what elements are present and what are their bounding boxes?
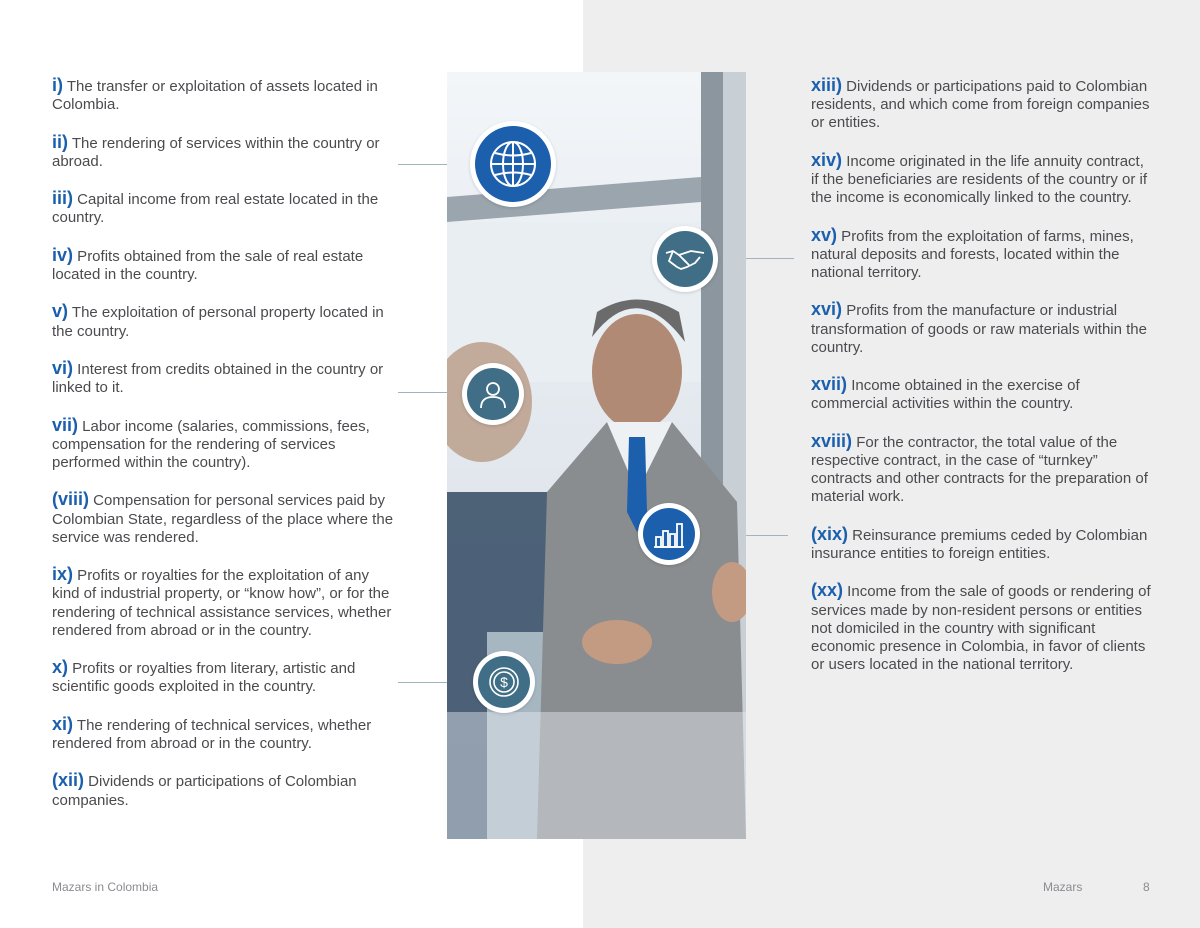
item-number: (viii) [52,489,90,510]
list-item [52,189,394,227]
footer-brand: Mazars [1043,880,1083,894]
item-number: xviii) [811,430,853,451]
list-item [811,300,1153,357]
item-text: The rendering of services within the country or abroad. [52,134,380,170]
item-text: Dividends or participations paid to Colombian residents, and which come from foreign companies or entities. [811,78,1150,132]
item-text: Labor income (salaries, commissions, fees, compensation for the rendering of services performed within the country). [52,417,370,471]
list-item [52,133,394,171]
list-item [811,151,1153,208]
left-column [52,76,394,828]
globe-icon-badge [470,121,556,207]
item-text: Capital income from real estate located in the country. [52,191,379,227]
item-text: Dividends or participations of Colombian companies. [52,773,357,809]
item-text: The transfer or exploitation of assets located in Colombia. [52,78,378,114]
person-icon-badge [462,363,524,425]
person-icon [477,378,509,410]
item-text: Profits obtained from the sale of real estate located in the country. [52,247,364,283]
globe-icon [487,138,539,190]
bar-chart-icon [653,519,685,549]
item-text: Profits or royalties from literary, artistic and scientific goods exploited in the country. [52,660,356,696]
list-item [52,359,394,397]
item-number: vi) [52,357,74,378]
item-text: Income from the sale of goods or rendering of services made by non-resident persons or entities not domiciled in the country with significant economic presence in Colombia, in favor of clients or users located in the national territory. [811,583,1151,674]
svg-text:$: $ [500,674,508,690]
dollar-coin-icon [487,665,521,699]
item-number: i) [52,75,63,95]
item-number: xv) [811,224,838,245]
item-text: Interest from credits obtained in the country or linked to it. [52,360,384,397]
list-item [52,76,394,114]
item-number: iii) [52,188,73,209]
item-number: xvi) [811,299,843,320]
list-item [52,658,394,696]
item-number: iv) [52,244,74,265]
right-column [811,76,1153,693]
item-text: Profits from the exploitation of farms, mines, natural deposits and forests, located within the national territory. [811,227,1134,281]
item-number: xiii) [811,75,843,95]
footer-left-text: Mazars in Colombia [52,880,159,894]
list-item [811,226,1153,283]
list-item [811,76,1153,133]
item-text: Income obtained in the exercise of commercial activities within the country. [811,377,1080,413]
item-text: The exploitation of personal property located in the country. [52,304,384,340]
handshake-icon-badge [652,226,718,292]
list-item [52,246,394,284]
list-item [52,416,394,473]
item-text: Compensation for personal services paid by Colombian State, regardless of the place where the service was rendered. [52,492,394,546]
list-item [52,771,394,809]
list-item [52,715,394,753]
item-number: xi) [52,713,74,734]
item-text: Profits from the manufacture or industrial transformation of goods or raw materials within the country. [811,302,1147,356]
list-item [52,490,394,547]
item-text: Profits or royalties for the exploitation of any kind of industrial property, or “know how”, or for the rendering of technical assistance services, whether rendered from abroad or in the country. [52,567,392,639]
bar-chart-icon-badge [638,503,700,565]
dollar-coin-icon-badge [473,651,535,713]
list-item [811,432,1153,507]
item-text: Reinsurance premiums ceded by Colombian insurance entities to foreign entities. [811,526,1148,562]
item-number: v) [52,301,69,322]
item-number: (xx) [811,580,844,601]
item-number: vii) [52,414,79,435]
item-text: The rendering of technical services, whether rendered from abroad or in the country. [52,716,372,752]
item-number: (xix) [811,523,849,544]
item-number: x) [52,657,69,678]
list-item [52,565,394,640]
item-number: xvii) [811,374,848,395]
item-number: xiv) [811,149,843,170]
list-item [811,581,1153,674]
item-text: Income originated in the life annuity contract, if the beneficiaries are residents of the country or if the income is economically linked to the country. [811,152,1148,207]
item-number: ii) [52,131,68,152]
list-item [811,375,1153,413]
item-number: ix) [52,564,74,585]
list-item [811,525,1153,563]
page-number: 8 [1143,880,1150,894]
item-number: (xii) [52,770,85,791]
list-item [52,302,394,340]
handshake-icon [665,245,705,273]
item-text: For the contractor, the total value of the respective contract, in the case of “turnkey” contracts and other contracts for the preparation of material work. [811,433,1148,506]
